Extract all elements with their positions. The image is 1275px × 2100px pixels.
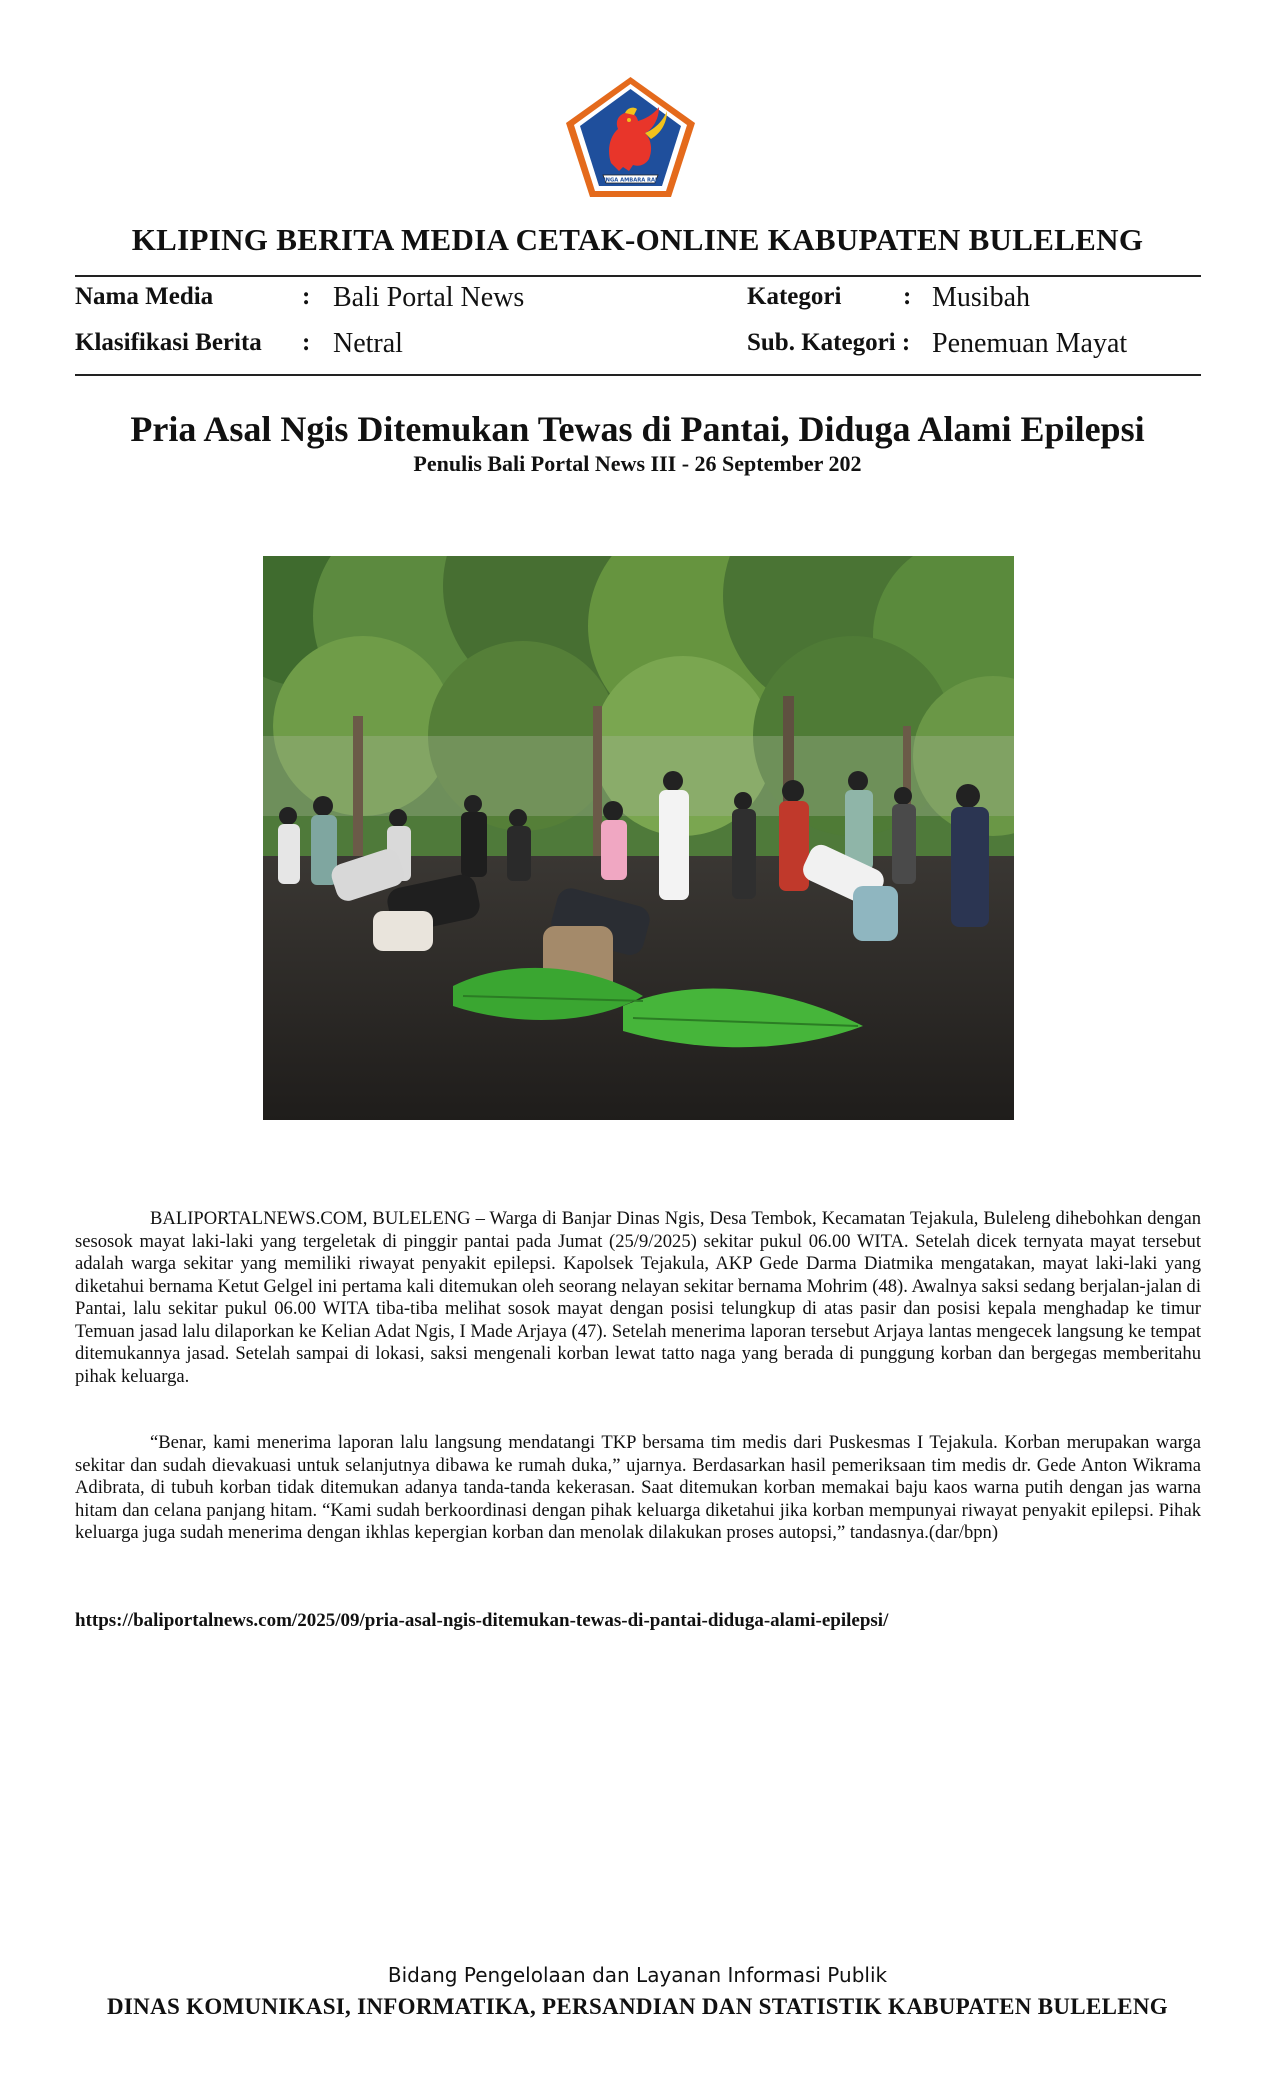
article-paragraph-1-text: BALIPORTALNEWS.COM, BULELENG – Warga di Banjar Dinas Ngis, Desa Tembok, Kecamatan Tejakula, Buleleng dihebohkan dengan sesosok mayat laki-laki yang tergeletak di pinggir pantai pada Jumat (25/9/2025) sekitar pukul 06.00 WITA. Setelah dicek ternyata mayat tersebut adalah warga sekitar yang memiliki riwayat penyakit epilepsi. Kapolsek Tejakula, AKP Gede Darma Diatmika mengatakan, mayat laki-laki yang diketahui bernama Ketut Gelgel ini pertama kali ditemukan oleh seorang nelayan sekitar bernama Mohrim (48). Awalnya saksi sedang berjalan-jalan di Pantai, lalu sekitar pukul 06.00 WITA tiba-tiba melihat sosok mayat dengan posisi telungkup di atas pasir dan posisi kepala menghadap ke timur Temuan jasad lalu dilaporkan ke Kelian Adat Ngis, I Made Arjaya (47). Setelah menerima laporan tersebut Arjaya lantas mengecek langsung ke tempat ditemukannya jasad. Setelah sampai di lokasi, saksi mengenali korban lewat tatto naga yang berada di punggung korban dan bergegas memberitahu pihak keluarga. [75, 1208, 1201, 1387]
category-value: Musibah [932, 282, 1030, 313]
news-classification-label: Klasifikasi Berita [75, 329, 262, 356]
category-colon: : [903, 283, 912, 310]
footer-division: Bidang Pengelolaan dan Layanan Informasi Publik [387, 1963, 888, 1987]
beach-scene-illustration [263, 556, 1014, 1120]
footer-agency: DINAS KOMUNIKASI, INFORMATIKA, PERSANDIAN DAN STATISTIK KABUPATEN BULELENG [107, 1994, 1168, 2019]
media-name-colon: : [302, 283, 311, 310]
article-source-url: https://baliportalnews.com/2025/09/pria-asal-ngis-ditemukan-tewas-di-pantai-diduga-alami-epilepsi/ [75, 1610, 889, 1631]
media-name-value: Bali Portal News [333, 282, 525, 313]
buleleng-regency-logo [563, 75, 698, 200]
logo-motto: SINGA AMBARA RAJA [599, 177, 662, 184]
news-classification-value: Netral [333, 328, 403, 359]
document-header-title: KLIPING BERITA MEDIA CETAK-ONLINE KABUPATEN BULELENG [131, 222, 1144, 257]
header-rule-top [75, 275, 1201, 277]
article-byline: Penulis Bali Portal News III - 26 September 202 [413, 451, 862, 476]
sub-category-value: Penemuan Mayat [932, 328, 1128, 359]
header-rule-bottom [75, 374, 1201, 376]
sub-category-label: Sub. Kategori : [747, 329, 911, 356]
article-paragraph-2 [75, 1432, 1201, 1545]
news-classification-colon: : [302, 329, 311, 356]
media-name-label: Nama Media [75, 283, 214, 310]
article-paragraph-2-text: “Benar, kami menerima laporan lalu langsung mendatangi TKP bersama tim medis dari Puskesmas I Tejakula. Korban merupakan warga sekitar dan sudah dievakuasi untuk selanjutnya dibawa ke rumah duka,” ujarnya. Berdasarkan hasil pemeriksaan tim medis dr. Gede Anton Wikrama Adibrata, di tubuh korban tidak ditemukan adanya tanda-tanda kekerasan. Saat ditemukan korban memakai baju kaos warna putih dengan jas warna hitam dan celana panjang hitam. “Kami sudah berkoordinasi dengan pihak keluarga diketahui jika korban mempunyai riwayat penyakit epilepsi. Pihak keluarga juga sudah menerima dengan ikhlas kepergian korban dan menolak dilakukan proses autopsi,” tandasnya.(dar/bpn) [75, 1432, 1201, 1543]
article-paragraph-1 [75, 1208, 1201, 1388]
article-title: Pria Asal Ngis Ditemukan Tewas di Pantai, Diduga Alami Epilepsi [130, 409, 1145, 449]
category-label: Kategori [747, 283, 842, 310]
article-photo [263, 556, 1014, 1120]
